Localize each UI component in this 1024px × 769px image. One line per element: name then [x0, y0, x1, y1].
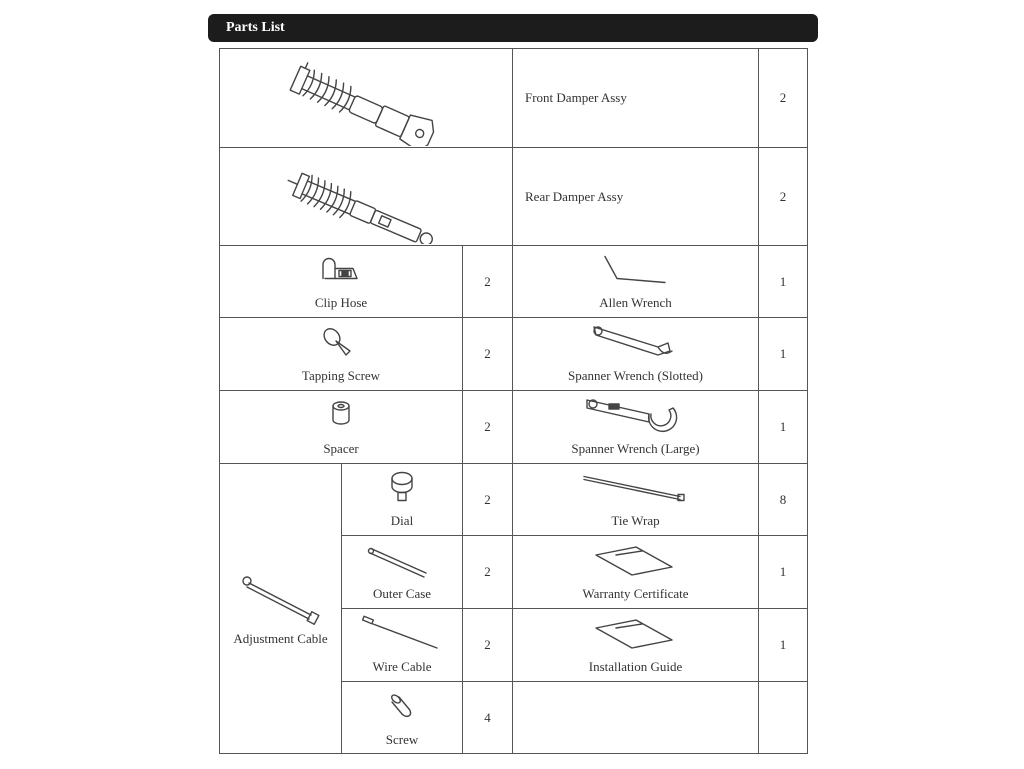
qty-value: 2: [779, 90, 787, 105]
screw-icon: [382, 682, 422, 732]
tie-wrap-icon: [576, 464, 696, 513]
dial-icon: [382, 464, 422, 513]
qty-value: 2: [779, 188, 787, 204]
allen-wrench-qty: [759, 246, 807, 318]
qty-value: 2: [484, 637, 491, 652]
dial-label: Dial: [390, 513, 414, 528]
tie-wrap-cell: [513, 464, 759, 536]
warranty-certificate-qty: [759, 536, 807, 609]
spacer-label: Spacer: [323, 441, 359, 456]
screw-qty: [463, 682, 513, 754]
qty-value: 2: [484, 346, 491, 361]
front-damper-qty: [759, 49, 807, 148]
qty-value: 1: [779, 419, 787, 434]
dial-cell: [342, 464, 463, 536]
clip-hose-cell: [220, 246, 463, 318]
installation-guide-icon: [586, 609, 686, 659]
empty-cell: [513, 682, 759, 754]
parts-list-title: Parts List: [208, 14, 818, 42]
outer-case-label: Outer Case: [372, 586, 432, 601]
allen-wrench-cell: [513, 246, 759, 318]
qty-value: 4: [484, 710, 491, 725]
adjustment-cable-cell: [220, 464, 342, 754]
front-damper-label: Front Damper Assy: [525, 90, 627, 105]
wire-cable-icon: [357, 609, 447, 659]
rear-damper-image-cell: [220, 148, 513, 246]
spanner-wrench-slotted-icon: [586, 318, 686, 368]
spanner-wrench-slotted-label: Spanner Wrench (Slotted): [568, 368, 703, 383]
outer-case-cell: [342, 536, 463, 609]
rear-damper-qty: [759, 148, 807, 246]
warranty-certificate-cell: [513, 536, 759, 609]
tapping-screw-cell: [220, 318, 463, 391]
tapping-screw-label: Tapping Screw: [301, 368, 381, 383]
dial-qty: [463, 464, 513, 536]
spacer-cell: [220, 391, 463, 464]
front-damper-name-cell: [513, 49, 759, 148]
tie-wrap-qty: [759, 464, 807, 536]
wire-cable-cell: [342, 609, 463, 682]
front-damper-icon: [220, 49, 510, 146]
qty-value: 1: [779, 273, 787, 289]
spanner-wrench-large-cell: [513, 391, 759, 464]
qty-value: 1: [779, 346, 787, 361]
front-damper-image-cell: [220, 49, 513, 148]
spacer-icon: [321, 391, 361, 441]
allen-wrench-label: Allen Wrench: [599, 295, 672, 310]
adjustment-cable-label: Adjustment Cable: [233, 631, 328, 646]
qty-value: 2: [484, 419, 491, 434]
outer-case-icon: [362, 536, 442, 586]
clip-hose-icon: [311, 246, 371, 295]
spanner-wrench-slotted-cell: [513, 318, 759, 391]
screw-cell: [342, 682, 463, 754]
allen-wrench-icon: [591, 246, 681, 295]
tie-wrap-label: Tie Wrap: [611, 513, 660, 528]
spacer-qty: [463, 391, 513, 464]
qty-value: 2: [484, 273, 491, 289]
wire-cable-qty: [463, 609, 513, 682]
spanner-wrench-large-icon: [581, 391, 691, 441]
tapping-screw-icon: [316, 318, 366, 368]
warranty-certificate-icon: [586, 536, 686, 586]
outer-case-qty: [463, 536, 513, 609]
rear-damper-label: Rear Damper Assy: [525, 188, 624, 204]
screw-label: Screw: [385, 732, 419, 747]
clip-hose-qty: [463, 246, 513, 318]
clip-hose-label: Clip Hose: [314, 295, 368, 310]
rear-damper-name-cell: [513, 148, 759, 246]
wire-cable-label: Wire Cable: [372, 659, 432, 674]
qty-value: 1: [779, 637, 787, 652]
rear-damper-icon: [220, 148, 510, 244]
qty-value: 2: [484, 564, 491, 579]
installation-guide-label: Installation Guide: [588, 659, 683, 674]
qty-value: 1: [779, 564, 787, 579]
installation-guide-qty: [759, 609, 807, 682]
spanner-wrench-slotted-qty: [759, 318, 807, 391]
installation-guide-cell: [513, 609, 759, 682]
adjustment-cable-icon: [231, 571, 331, 631]
parts-table: [219, 48, 808, 754]
empty-qty-cell: [759, 682, 807, 754]
spanner-wrench-large-qty: [759, 391, 807, 464]
qty-value: 8: [779, 491, 787, 507]
warranty-certificate-label: Warranty Certificate: [582, 586, 689, 601]
qty-value: 2: [484, 491, 491, 507]
spanner-wrench-large-label: Spanner Wrench (Large): [571, 441, 700, 456]
tapping-screw-qty: [463, 318, 513, 391]
